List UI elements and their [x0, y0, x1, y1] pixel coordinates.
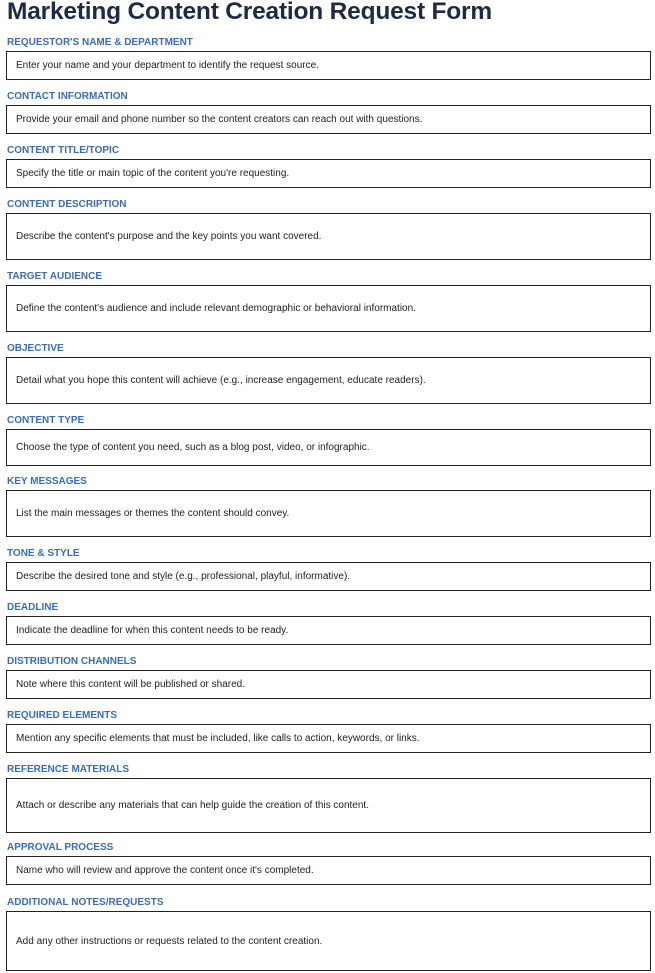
contact-field[interactable]: Provide your email and phone number so the content creators can reach out with questions.	[6, 105, 651, 134]
section-objective	[6, 343, 651, 404]
approval-process-field[interactable]: Name who will review and approve the content once it's completed.	[6, 856, 651, 885]
field-label: CONTENT TITLE/TOPIC	[7, 145, 120, 156]
required-elements-field[interactable]: Mention any specific elements that must be included, like calls to action, keywords, or links.	[6, 724, 651, 753]
section-content-title	[6, 145, 651, 188]
field-label: OBJECTIVE	[7, 343, 64, 354]
target-audience-field[interactable]: Define the content's audience and include relevant demographic or behavioral information.	[6, 285, 651, 332]
field-label: CONTENT DESCRIPTION	[7, 199, 127, 210]
field-label: REQUIRED ELEMENTS	[7, 710, 118, 721]
section-approval-process	[6, 842, 651, 885]
section-required-elements	[6, 710, 651, 753]
content-type-field[interactable]: Choose the type of content you need, such as a blog post, video, or infographic.	[6, 429, 651, 466]
content-title-field[interactable]: Specify the title or main topic of the content you're requesting.	[6, 159, 651, 188]
field-label: TARGET AUDIENCE	[7, 271, 102, 282]
field-label: APPROVAL PROCESS	[7, 842, 114, 853]
field-label: REFERENCE MATERIALS	[7, 764, 130, 775]
section-additional-notes	[6, 897, 651, 971]
key-messages-field[interactable]: List the main messages or themes the content should convey.	[6, 490, 651, 537]
content-description-field[interactable]: Describe the content's purpose and the key points you want covered.	[6, 213, 651, 260]
distribution-channels-field[interactable]: Note where this content will be published or shared.	[6, 670, 651, 699]
section-tone-style	[6, 548, 651, 591]
requestor-field[interactable]: Enter your name and your department to identify the request source.	[6, 51, 651, 80]
field-label: CONTENT TYPE	[7, 415, 85, 426]
additional-notes-field[interactable]: Add any other instructions or requests related to the content creation.	[6, 911, 651, 971]
objective-field[interactable]: Detail what you hope this content will achieve (e.g., increase engagement, educate readers).	[6, 357, 651, 404]
field-label: DISTRIBUTION CHANNELS	[7, 656, 137, 667]
section-distribution-channels	[6, 656, 651, 699]
section-key-messages	[6, 476, 651, 537]
section-content-type	[6, 415, 651, 466]
field-label: REQUESTOR'S NAME & DEPARTMENT	[7, 37, 193, 48]
section-reference-materials	[6, 764, 651, 833]
field-label: CONTACT INFORMATION	[7, 91, 128, 102]
field-label: ADDITIONAL NOTES/REQUESTS	[7, 897, 164, 908]
section-contact	[6, 91, 651, 134]
field-label: DEADLINE	[7, 602, 59, 613]
deadline-field[interactable]: Indicate the deadline for when this content needs to be ready.	[6, 616, 651, 645]
section-requestor	[6, 37, 651, 80]
section-deadline	[6, 602, 651, 645]
field-label: KEY MESSAGES	[7, 476, 87, 487]
page-title: Marketing Content Creation Request Form	[7, 0, 492, 25]
field-label: TONE & STYLE	[7, 548, 80, 559]
tone-style-field[interactable]: Describe the desired tone and style (e.g., professional, playful, informative).	[6, 562, 651, 591]
reference-materials-field[interactable]: Attach or describe any materials that can help guide the creation of this content.	[6, 778, 651, 833]
section-target-audience	[6, 271, 651, 332]
section-content-description	[6, 199, 651, 260]
